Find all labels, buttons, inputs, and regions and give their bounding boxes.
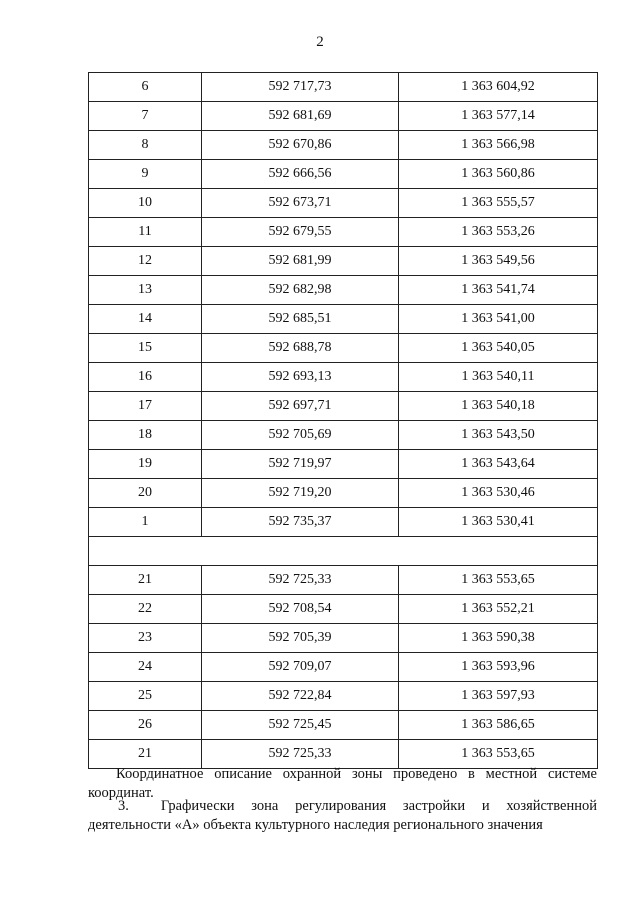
y-coordinate-cell: 1 363 540,18	[399, 392, 598, 421]
table-row	[89, 363, 598, 392]
table-row	[89, 73, 598, 102]
separator-row	[89, 537, 598, 566]
table-row	[89, 479, 598, 508]
point-number-cell: 14	[89, 305, 202, 334]
empty-cell	[89, 537, 598, 566]
point-number-cell: 23	[89, 624, 202, 653]
y-coordinate-cell: 1 363 553,65	[399, 740, 598, 769]
paragraph-text: Графически зона регулирования застройки и хозяйственной деятельности «А» объекта культурного наследия регионального значения	[88, 798, 597, 833]
x-coordinate-cell: 592 705,69	[202, 421, 399, 450]
point-number-cell: 26	[89, 711, 202, 740]
point-number-cell: 15	[89, 334, 202, 363]
y-coordinate-cell: 1 363 553,26	[399, 218, 598, 247]
point-number-cell: 25	[89, 682, 202, 711]
paragraph-item-3	[88, 797, 597, 835]
point-number-cell: 11	[89, 218, 202, 247]
y-coordinate-cell: 1 363 590,38	[399, 624, 598, 653]
y-coordinate-cell: 1 363 540,11	[399, 363, 598, 392]
point-number-cell: 13	[89, 276, 202, 305]
item-number: 3.	[118, 798, 129, 814]
point-number-cell: 21	[89, 566, 202, 595]
point-number-cell: 21	[89, 740, 202, 769]
y-coordinate-cell: 1 363 541,74	[399, 276, 598, 305]
y-coordinate-cell: 1 363 597,93	[399, 682, 598, 711]
x-coordinate-cell: 592 709,07	[202, 653, 399, 682]
point-number-cell: 18	[89, 421, 202, 450]
x-coordinate-cell: 592 682,98	[202, 276, 399, 305]
table-row	[89, 131, 598, 160]
point-number-cell: 16	[89, 363, 202, 392]
x-coordinate-cell: 592 708,54	[202, 595, 399, 624]
table-row	[89, 102, 598, 131]
point-number-cell: 9	[89, 160, 202, 189]
y-coordinate-cell: 1 363 549,56	[399, 247, 598, 276]
x-coordinate-cell: 592 705,39	[202, 624, 399, 653]
y-coordinate-cell: 1 363 577,14	[399, 102, 598, 131]
y-coordinate-cell: 1 363 543,64	[399, 450, 598, 479]
coordinates-table	[88, 72, 598, 769]
y-coordinate-cell: 1 363 593,96	[399, 653, 598, 682]
y-coordinate-cell: 1 363 555,57	[399, 189, 598, 218]
x-coordinate-cell: 592 725,33	[202, 566, 399, 595]
table-row	[89, 189, 598, 218]
point-number-cell: 17	[89, 392, 202, 421]
y-coordinate-cell: 1 363 586,65	[399, 711, 598, 740]
table-row	[89, 392, 598, 421]
x-coordinate-cell: 592 722,84	[202, 682, 399, 711]
y-coordinate-cell: 1 363 604,92	[399, 73, 598, 102]
y-coordinate-cell: 1 363 543,50	[399, 421, 598, 450]
table-row	[89, 450, 598, 479]
table-row	[89, 247, 598, 276]
point-number-cell: 24	[89, 653, 202, 682]
y-coordinate-cell: 1 363 553,65	[399, 566, 598, 595]
y-coordinate-cell: 1 363 541,00	[399, 305, 598, 334]
point-number-cell: 12	[89, 247, 202, 276]
x-coordinate-cell: 592 681,99	[202, 247, 399, 276]
point-number-cell: 20	[89, 479, 202, 508]
x-coordinate-cell: 592 673,71	[202, 189, 399, 218]
x-coordinate-cell: 592 719,20	[202, 479, 399, 508]
table-row	[89, 276, 598, 305]
y-coordinate-cell: 1 363 560,86	[399, 160, 598, 189]
y-coordinate-cell: 1 363 566,98	[399, 131, 598, 160]
page-number: 2	[316, 34, 324, 50]
x-coordinate-cell: 592 688,78	[202, 334, 399, 363]
table-row	[89, 624, 598, 653]
x-coordinate-cell: 592 725,33	[202, 740, 399, 769]
point-number-cell: 22	[89, 595, 202, 624]
table-row	[89, 711, 598, 740]
table-row	[89, 653, 598, 682]
point-number-cell: 8	[89, 131, 202, 160]
table-row	[89, 508, 598, 537]
x-coordinate-cell: 592 693,13	[202, 363, 399, 392]
x-coordinate-cell: 592 719,97	[202, 450, 399, 479]
x-coordinate-cell: 592 679,55	[202, 218, 399, 247]
x-coordinate-cell: 592 725,45	[202, 711, 399, 740]
table-row	[89, 682, 598, 711]
x-coordinate-cell: 592 717,73	[202, 73, 399, 102]
table-row	[89, 160, 598, 189]
point-number-cell: 10	[89, 189, 202, 218]
paragraph-text: Координатное описание охранной зоны проведено в местной системе координат.	[88, 766, 597, 801]
table-row	[89, 305, 598, 334]
point-number-cell: 19	[89, 450, 202, 479]
x-coordinate-cell: 592 735,37	[202, 508, 399, 537]
x-coordinate-cell: 592 697,71	[202, 392, 399, 421]
y-coordinate-cell: 1 363 540,05	[399, 334, 598, 363]
table-row	[89, 334, 598, 363]
y-coordinate-cell: 1 363 552,21	[399, 595, 598, 624]
y-coordinate-cell: 1 363 530,41	[399, 508, 598, 537]
table-row	[89, 421, 598, 450]
x-coordinate-cell: 592 670,86	[202, 131, 399, 160]
table-row	[89, 218, 598, 247]
y-coordinate-cell: 1 363 530,46	[399, 479, 598, 508]
point-number-cell: 1	[89, 508, 202, 537]
x-coordinate-cell: 592 666,56	[202, 160, 399, 189]
point-number-cell: 7	[89, 102, 202, 131]
table-row	[89, 595, 598, 624]
table-row	[89, 566, 598, 595]
x-coordinate-cell: 592 685,51	[202, 305, 399, 334]
point-number-cell: 6	[89, 73, 202, 102]
x-coordinate-cell: 592 681,69	[202, 102, 399, 131]
